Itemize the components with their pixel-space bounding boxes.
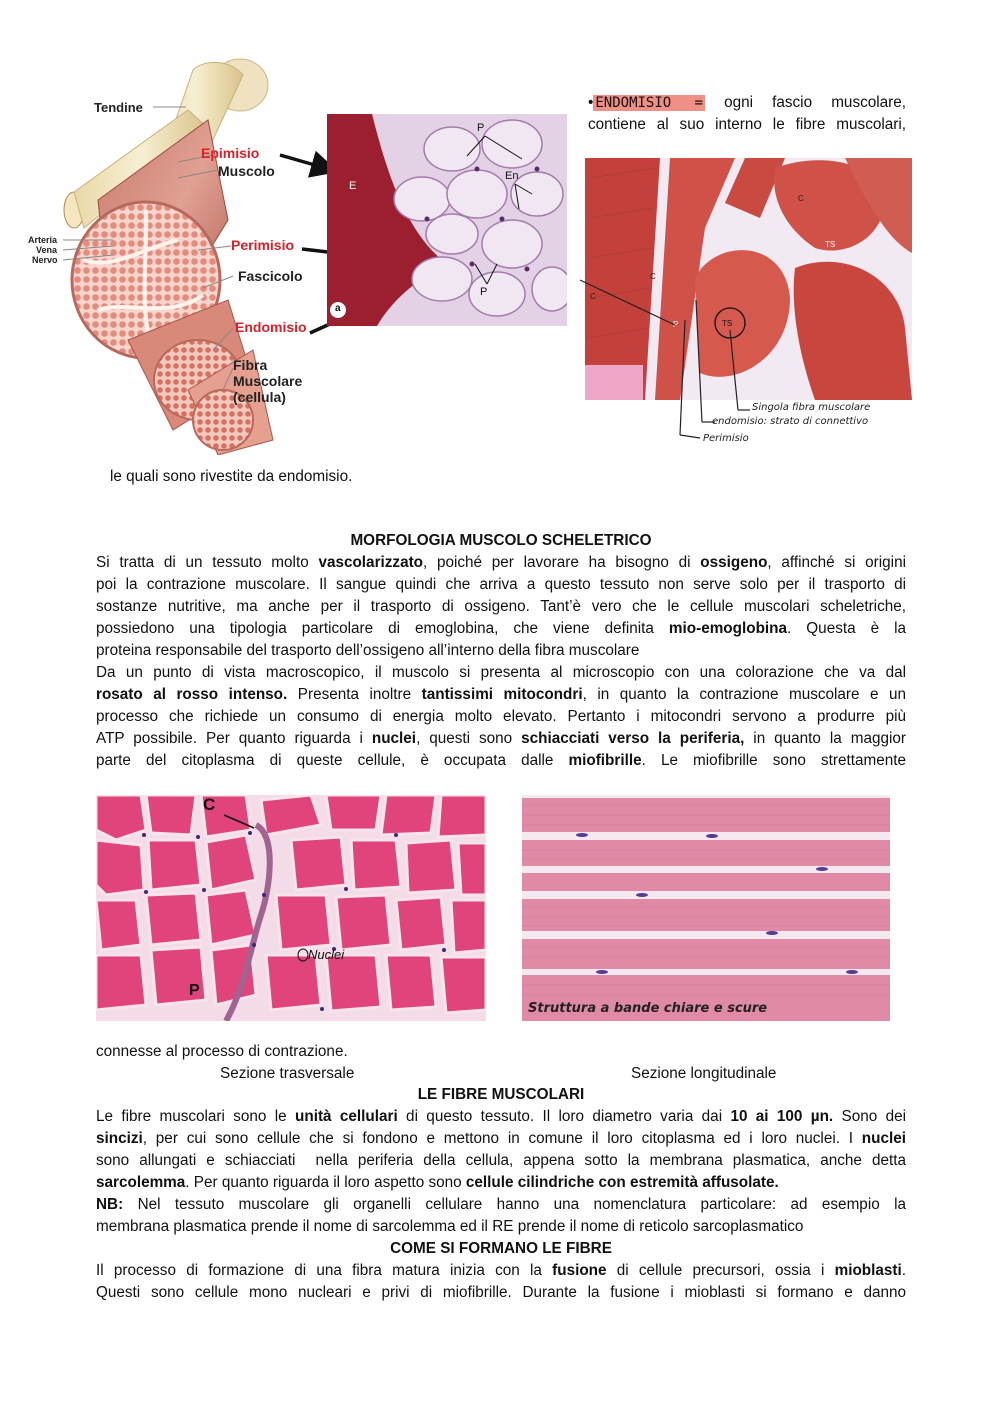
annotation-endomisio: endomisio: strato di connettivo — [712, 416, 869, 427]
micro2-label-ts-2: TS — [722, 319, 733, 328]
cross-label-c: C — [203, 795, 216, 814]
longitudinal-handwritten-caption: Struttura a bande chiare e scure — [528, 1001, 768, 1016]
label-nervo: Nervo — [32, 255, 58, 265]
micro2-label-c-1: C — [798, 194, 804, 203]
micrograph-connective-layers — [327, 114, 567, 326]
s2-line3: sono allungati e schiacciati nella periferia della cellula, appena sotto la membrana plasmatica, anche detta — [96, 1152, 906, 1169]
longitudinal-section-drawing — [522, 795, 890, 1021]
micro2-label-p: P — [673, 320, 679, 329]
label-epimisio: Epimisio — [201, 145, 260, 161]
micro2-label-c-2: C — [650, 272, 656, 281]
label-perimisio: Perimisio — [231, 237, 295, 253]
caption-sezione-trasversale: Sezione trasversale — [220, 1065, 355, 1082]
s3-line1: Il processo di formazione di una fibra matura inizia con la fusione di cellule precursori, ossia i mioblasti. — [96, 1262, 907, 1279]
label-endomisio: Endomisio — [235, 319, 307, 335]
s3-line2: Questi sono cellule mono nucleari e privi di miofibrille. Durante la fusione i mioblasti si formano e danno — [96, 1284, 906, 1301]
micro1-label-p-top: P — [477, 122, 485, 134]
endomisio-line-1: • ENDOMISIO = ogni fascio muscolare, — [588, 94, 907, 111]
s2-line1: Le fibre muscolari sono le unità cellulari di questo tessuto. Il loro diametro varia dai 10 ai 100 µn. Sono dei — [96, 1108, 906, 1125]
s1-p2-line1: Da un punto di vista macroscopico, il muscolo si presenta al microscopio con una colorazione che va dal — [96, 664, 906, 681]
s2-line4: sarcolemma. Per quanto riguarda il loro aspetto sono cellule cilindriche con estremità affusolate. — [96, 1174, 779, 1191]
s1-p1-line5: proteina responsabile del trasporto dell’ossigeno all’interno della fibra muscolare — [96, 642, 640, 659]
s2-nb-line2: membrana plasmatica prende il nome di sarcolemma ed il RE prende il nome di reticolo sarcoplasmatico — [96, 1218, 804, 1235]
section-title-fibre-muscolari: LE FIBRE MUSCOLARI — [417, 1086, 585, 1103]
s1-p1-line1: Si tratta di un tessuto molto vascolarizzato, poiché per lavorare ha bisogno di ossigeno, affinché si origini — [96, 554, 906, 571]
label-arteria: Arteria — [28, 235, 58, 245]
micrograph-cross-section — [96, 795, 486, 1021]
label-fascicolo: Fascicolo — [238, 268, 303, 284]
micro1-label-p-bottom: P — [480, 286, 488, 298]
text-rivestite-endomisio: le quali sono rivestite da endomisio. — [110, 468, 353, 485]
endomisio-highlight: ENDOMISIO = — [595, 95, 703, 111]
caption-sezione-longitudinale: Sezione longitudinale — [631, 1065, 777, 1082]
text-connesse: connesse al processo di contrazione. — [96, 1043, 348, 1060]
section-title-come-si-formano: COME SI FORMANO LE FIBRE — [390, 1240, 612, 1257]
s1-p2-line5: parte del citoplasma di queste cellule, è occupata dalle miofibrille. Le miofibrille sono strettamente — [96, 752, 906, 769]
s2-nb-line1: NB: Nel tessuto muscolare gli organelli cellulare hanno una nomenclatura particolare: ad esempio la — [96, 1196, 906, 1213]
micro1-label-a: a — [335, 303, 341, 314]
endomisio-line-2: contiene al suo interno le fibre muscolari, — [588, 116, 906, 133]
micrograph-longitudinal-section — [522, 795, 890, 1021]
cross-label-nuclei: Nuclei — [308, 947, 345, 962]
s1-p2-line3: processo che richiede un consumo di energia molto elevato. Pertanto i mitocondri servono a produrre più — [96, 708, 906, 725]
label-muscolo: Muscolo — [218, 163, 275, 179]
micro2-label-ts-1: TS — [825, 240, 836, 249]
micro1-label-e: E — [349, 180, 357, 192]
micrograph-1-drawing — [327, 114, 567, 326]
label-fibra-muscolare: Fibra Muscolare (cellula) — [233, 357, 303, 405]
s2-line2: sincizi, per cui sono cellule che si fondono e mettono in comune il loro citoplasma ed i loro nuclei. I nuclei — [96, 1130, 906, 1147]
bullet: • — [588, 94, 594, 111]
s1-p1-line2: poi la contrazione muscolare. Il sangue quindi che arriva a questo tessuto non serve solo per il trasporto di — [96, 576, 906, 593]
micro2-label-c-3: C — [590, 292, 596, 301]
s1-p2-line4: ATP possibile. Per quanto riguarda i nuclei, questi sono schiacciati verso la periferia, in quanto la maggior — [96, 730, 906, 747]
section-title-morfologia: MORFOLOGIA MUSCOLO SCHELETRICO — [350, 532, 652, 549]
annotation-perimisio: Perimisio — [703, 433, 749, 444]
s1-p1-line4: possiedono una tipologia particolare di emoglobina, che viene definita mio-emoglobina. Questa è la — [96, 620, 907, 637]
label-tendine: Tendine — [94, 100, 143, 115]
s1-p2-line2: rosato al rosso intenso. Presenta inoltre tantissimi mitocondri, in quanto la contrazione muscolare e un — [96, 686, 907, 703]
cross-label-p: P — [189, 982, 200, 999]
micro1-label-en: En — [505, 170, 519, 182]
cross-section-drawing — [96, 795, 486, 1021]
s1-p1-line3: sostanze nutritive, ma anche per il trasporto di ossigeno. Tant’è vero che le cellule muscolari scheletriche, — [96, 598, 906, 615]
label-vena: Vena — [36, 245, 58, 255]
annotation-singola-fibra: Singola fibra muscolare — [752, 402, 871, 413]
